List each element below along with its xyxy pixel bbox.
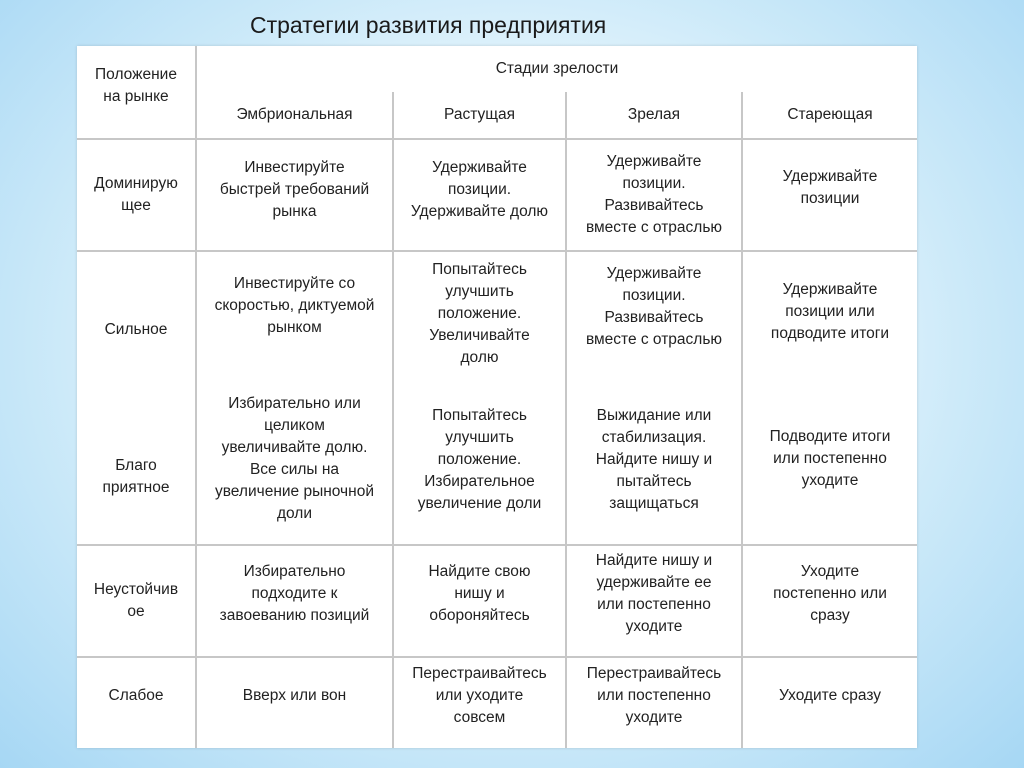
table-cell: Инвестируйте со скоростью, диктуемой рынком: [214, 275, 375, 336]
table-cell: Перестраивайтесь или постепенно уходите: [586, 665, 722, 726]
table-cell: Удерживайте позиции. Развивайтесь вместе с отраслью: [585, 265, 723, 348]
table-cell: Перестраивайтесь или уходите совсем: [412, 665, 547, 726]
table-cell: Найдите свою нишу и обороняйтесь: [428, 563, 531, 624]
table-cell: Удерживайте позиции. Развивайтесь вместе с отраслью: [585, 153, 723, 236]
slide-title: Стратегии развития предприятия: [250, 12, 607, 38]
row-label-dominant: Доминирую щее: [94, 175, 178, 214]
stages-group-header: Стадии зрелости: [495, 60, 619, 77]
table-cell: Выжидание или стабилизация. Найдите нишу и пытайтесь защищаться: [595, 407, 713, 512]
table-cell: Инвестируйте быстрей требований рынка: [219, 159, 370, 220]
row-label-weak: Слабое: [108, 687, 164, 704]
table-cell: Подводите итоги или постепенно уходите: [769, 428, 891, 489]
table-cell: Вверх или вон: [242, 687, 347, 704]
column-header-growing: Растущая: [444, 106, 515, 123]
corner-header: Положение на рынке: [95, 66, 177, 105]
table-cell: Уходите сразу: [778, 687, 882, 704]
row-label-favorable: Благо приятное: [102, 457, 170, 496]
table-cell: Избирательно подходите к завоеванию позиций: [219, 563, 370, 624]
table-cell: Избирательно или целиком увеличивайте долю. Все силы на увеличение рыночной доли: [215, 395, 374, 522]
table-cell: Попытайтесь улучшить положение. Увеличивайте долю: [429, 261, 530, 366]
table-cell: Найдите нишу и удерживайте ее или постепенно уходите: [595, 552, 713, 635]
table-cell: Удерживайте позиции. Удерживайте долю: [410, 159, 549, 220]
strategy-table: [77, 46, 917, 748]
table-cell: Уходите постепенно или сразу: [773, 563, 887, 624]
column-header-mature: Зрелая: [627, 106, 681, 123]
row-label-unstable: Неустойчив ое: [93, 581, 179, 620]
row-label-strong: Сильное: [104, 321, 168, 338]
table-cell: Удерживайте позиции: [782, 168, 878, 207]
column-header-aging: Стареющая: [787, 106, 873, 123]
table-cell: Попытайтесь улучшить положение. Избирательное увеличение доли: [417, 407, 542, 512]
table-cell: Удерживайте позиции или подводите итоги: [770, 281, 890, 342]
column-header-embryonic: Эмбриональная: [236, 106, 353, 123]
